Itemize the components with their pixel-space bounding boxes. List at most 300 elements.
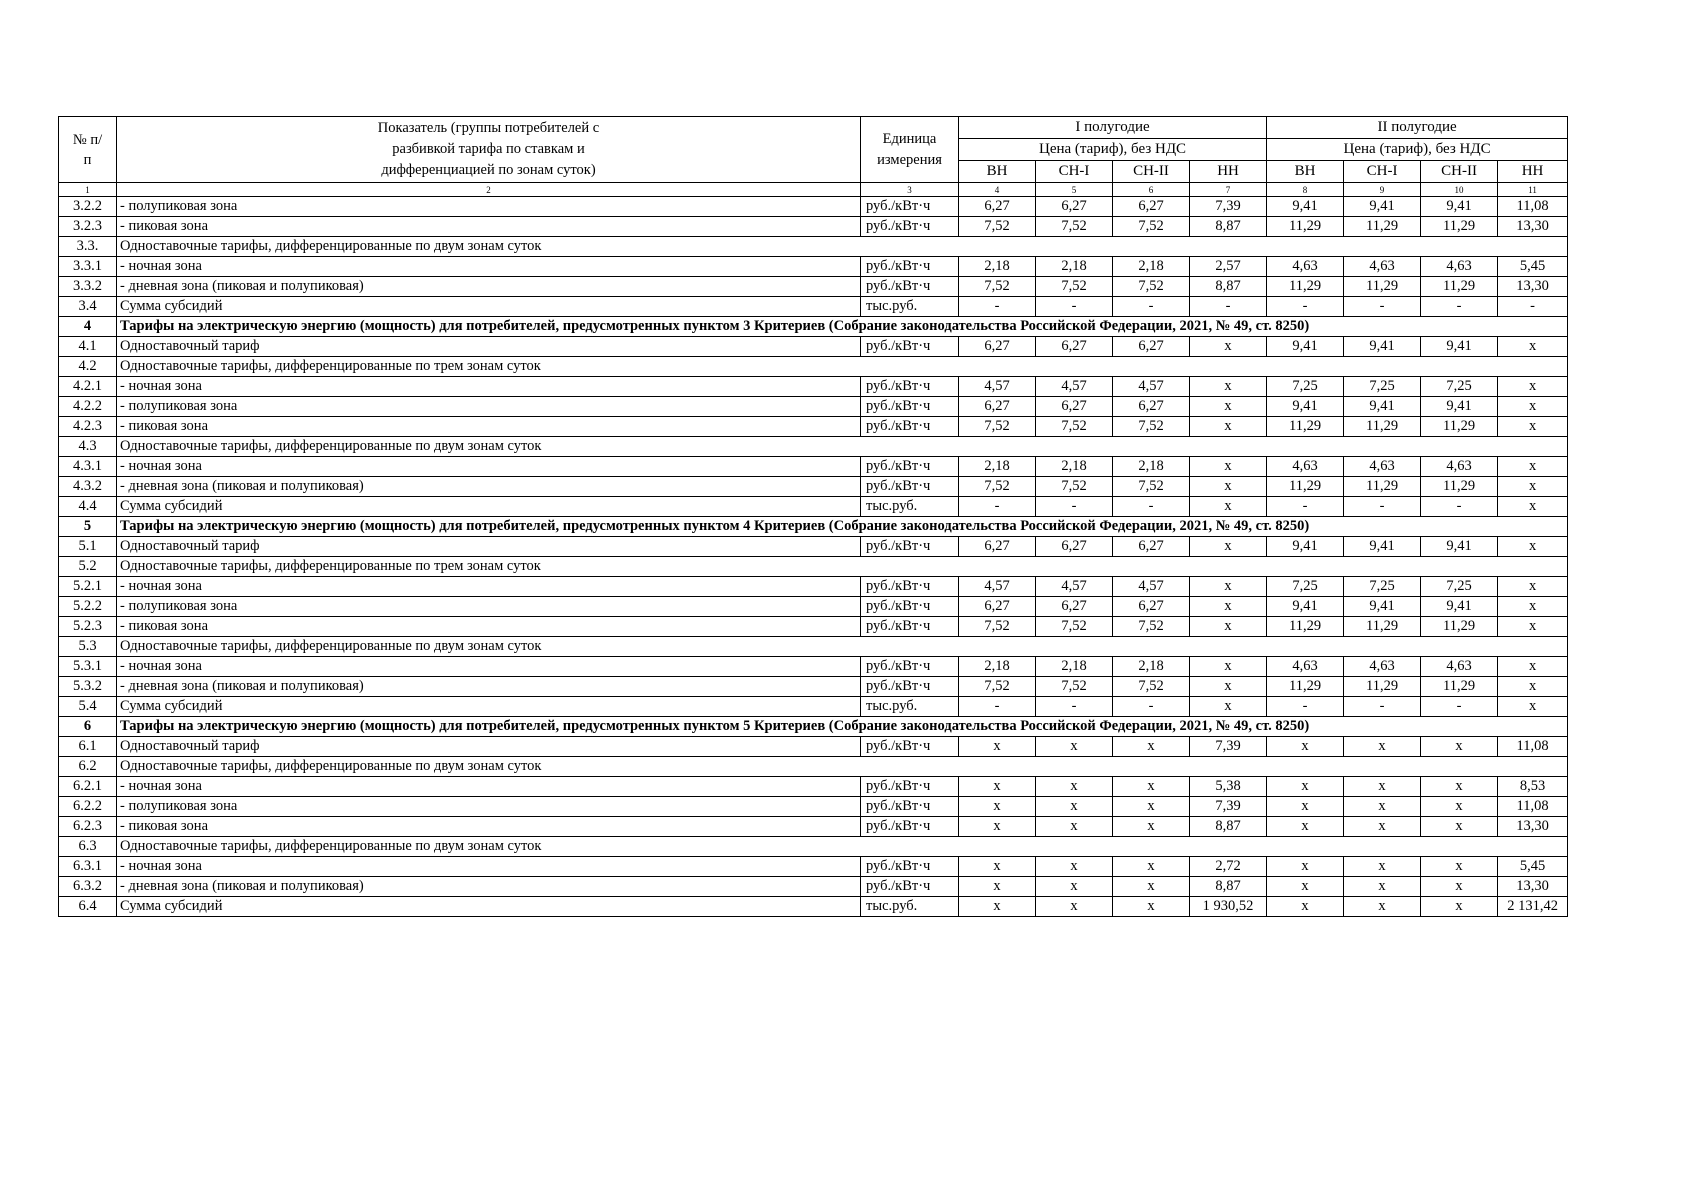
row-label: Сумма субсидий [117,697,861,717]
tariff-value-cell: x [1498,397,1568,417]
tariff-value-cell: x [1113,897,1190,917]
tariff-value-cell: 6,27 [1113,197,1190,217]
table-row [59,277,1568,297]
tariff-value-cell: - [959,497,1036,517]
table-row [59,797,1568,817]
tariff-value-cell: 11,29 [1344,417,1421,437]
row-label: - пиковая зона [117,817,861,837]
tariff-value-cell: 6,27 [1036,397,1113,417]
tariff-value-cell: x [1344,797,1421,817]
header-voltage: НН [1498,161,1568,183]
tariff-value-cell: 2,18 [1036,457,1113,477]
table-row [59,577,1568,597]
tariff-value-cell: x [1267,777,1344,797]
tariff-value-cell: x [1036,857,1113,877]
tariff-value-cell: 7,52 [1036,677,1113,697]
row-number: 6.3 [59,837,117,857]
tariff-value-cell: 4,57 [1113,577,1190,597]
table-row [59,897,1568,917]
row-unit: руб./кВт·ч [861,417,959,437]
tariff-value-cell: x [1498,697,1568,717]
tariff-value-cell: x [1190,697,1267,717]
tariff-value-cell: 11,29 [1267,217,1344,237]
row-number: 3.2.2 [59,197,117,217]
tariff-value-cell: - [1113,497,1190,517]
tariff-value-cell: x [1036,877,1113,897]
row-number: 6.2.2 [59,797,117,817]
tariff-value-cell: 6,27 [1036,197,1113,217]
row-number: 6.2.1 [59,777,117,797]
row-number: 4.2 [59,357,117,377]
tariff-value-cell: 11,29 [1344,477,1421,497]
tariff-value-cell: - [1113,697,1190,717]
tariff-value-cell: 9,41 [1267,537,1344,557]
tariff-value-cell: 7,52 [1113,677,1190,697]
tariff-value-cell: x [1344,737,1421,757]
tariff-value-cell: 11,29 [1421,477,1498,497]
row-number: 4.3.1 [59,457,117,477]
tariff-value-cell: 11,29 [1344,277,1421,297]
row-number: 5.2 [59,557,117,577]
row-label: Одноставочные тарифы, дифференцированные по двум зонам суток [117,757,1568,777]
tariff-value-cell: x [1421,737,1498,757]
row-label: - ночная зона [117,377,861,397]
tariff-value-cell: 8,87 [1190,277,1267,297]
tariff-value-cell: 2,57 [1190,257,1267,277]
tariff-value-cell: x [1190,597,1267,617]
row-label: Тарифы на электрическую энергию (мощность) для потребителей, предусмотренных пунктом 5 Критериев (Собрание законодательства Российской Федерации, 2021, № 49, ст. 8250) [117,717,1568,737]
row-label: - полупиковая зона [117,397,861,417]
tariff-value-cell: 11,29 [1421,677,1498,697]
header-no: № п/п [59,117,117,183]
column-number: 6 [1113,183,1190,197]
tariff-value-cell: x [1190,377,1267,397]
row-label: Одноставочные тарифы, дифференцированные по двум зонам суток [117,837,1568,857]
row-label: - ночная зона [117,577,861,597]
tariff-value-cell: 9,41 [1421,197,1498,217]
tariff-value-cell: - [1113,297,1190,317]
tariff-value-cell: 2,18 [1113,657,1190,677]
tariff-value-cell: - [1344,497,1421,517]
row-number: 6.1 [59,737,117,757]
row-number: 4 [59,317,117,337]
tariff-value-cell: 11,29 [1421,617,1498,637]
row-label: - дневная зона (пиковая и полупиковая) [117,877,861,897]
tariff-value-cell: 7,52 [959,417,1036,437]
tariff-value-cell: 4,63 [1267,257,1344,277]
row-label: Одноставочные тарифы, дифференцированные по трем зонам суток [117,557,1568,577]
tariff-value-cell: x [1190,677,1267,697]
table-header [59,117,1568,197]
tariff-value-cell: 7,39 [1190,797,1267,817]
group-row [59,757,1568,777]
tariff-value-cell: 11,29 [1267,417,1344,437]
row-label: - ночная зона [117,857,861,877]
tariff-value-cell: x [1421,797,1498,817]
row-label: - ночная зона [117,657,861,677]
tariff-value-cell: x [1190,477,1267,497]
tariff-value-cell: x [1190,417,1267,437]
tariff-value-cell: x [959,737,1036,757]
row-label: Одноставочные тарифы, дифференцированные по двум зонам суток [117,237,1568,257]
tariff-value-cell: 2 131,42 [1498,897,1568,917]
tariff-value-cell: 4,57 [1036,377,1113,397]
tariff-value-cell: x [959,897,1036,917]
tariff-value-cell: 8,87 [1190,217,1267,237]
column-number: 10 [1421,183,1498,197]
tariff-value-cell: x [1113,877,1190,897]
tariff-value-cell: 4,63 [1267,657,1344,677]
row-unit: руб./кВт·ч [861,797,959,817]
column-number: 3 [861,183,959,197]
tariff-value-cell: x [1498,417,1568,437]
row-label: Сумма субсидий [117,297,861,317]
tariff-value-cell: x [1267,877,1344,897]
row-label: - полупиковая зона [117,197,861,217]
row-label: - дневная зона (пиковая и полупиковая) [117,277,861,297]
table-row [59,377,1568,397]
tariff-value-cell: x [1190,497,1267,517]
tariff-table-page [58,116,1568,917]
tariff-value-cell: 2,18 [959,657,1036,677]
row-label: Одноставочный тариф [117,337,861,357]
tariff-value-cell: 7,25 [1267,377,1344,397]
row-unit: тыс.руб. [861,897,959,917]
tariff-value-cell: 4,63 [1421,457,1498,477]
section-row [59,317,1568,337]
table-row [59,397,1568,417]
tariff-value-cell: 1 930,52 [1190,897,1267,917]
tariff-value-cell: 2,18 [1036,257,1113,277]
tariff-value-cell: 11,29 [1267,477,1344,497]
tariff-value-cell: x [1113,737,1190,757]
tariff-value-cell: 11,29 [1267,617,1344,637]
tariff-value-cell: x [1113,817,1190,837]
table-row [59,497,1568,517]
table-row [59,857,1568,877]
row-unit: руб./кВт·ч [861,257,959,277]
tariff-value-cell: - [1421,697,1498,717]
tariff-value-cell: x [1498,617,1568,637]
table-row [59,657,1568,677]
row-number: 4.2.1 [59,377,117,397]
tariff-value-cell: 6,27 [1113,337,1190,357]
tariff-value-cell: 9,41 [1421,537,1498,557]
table-row [59,737,1568,757]
row-number: 4.2.2 [59,397,117,417]
tariff-value-cell: 11,08 [1498,797,1568,817]
row-unit: руб./кВт·ч [861,777,959,797]
tariff-value-cell: x [959,777,1036,797]
tariff-value-cell: 7,25 [1267,577,1344,597]
tariff-value-cell: x [1036,777,1113,797]
header-voltage: НН [1190,161,1267,183]
tariff-value-cell: 11,29 [1267,677,1344,697]
column-number: 2 [117,183,861,197]
row-unit: руб./кВт·ч [861,377,959,397]
column-number: 11 [1498,183,1568,197]
tariff-value-cell: - [1267,697,1344,717]
tariff-value-cell: - [959,697,1036,717]
tariff-value-cell: x [1498,537,1568,557]
tariff-value-cell: - [1267,497,1344,517]
header-price-2: Цена (тариф), без НДС [1267,139,1568,161]
tariff-value-cell: - [1498,297,1568,317]
row-label: Одноставочные тарифы, дифференцированные по двум зонам суток [117,637,1568,657]
tariff-value-cell: 7,52 [1113,477,1190,497]
tariff-value-cell: x [1267,817,1344,837]
table-row [59,197,1568,217]
tariff-value-cell: x [1498,597,1568,617]
tariff-value-cell: 9,41 [1344,537,1421,557]
row-number: 5.3.2 [59,677,117,697]
table-row [59,697,1568,717]
tariff-value-cell: x [959,797,1036,817]
group-row [59,837,1568,857]
tariff-value-cell: 8,87 [1190,817,1267,837]
tariff-value-cell: x [1113,777,1190,797]
tariff-value-cell: 2,18 [1113,457,1190,477]
tariff-value-cell: 11,08 [1498,197,1568,217]
tariff-value-cell: 9,41 [1421,597,1498,617]
tariff-value-cell: - [1421,297,1498,317]
header-price-1: Цена (тариф), без НДС [959,139,1267,161]
group-row [59,637,1568,657]
tariff-value-cell: 8,87 [1190,877,1267,897]
tariff-value-cell: 11,29 [1267,277,1344,297]
row-unit: руб./кВт·ч [861,597,959,617]
tariff-value-cell: 4,63 [1421,657,1498,677]
row-number: 4.3 [59,437,117,457]
tariff-value-cell: 9,41 [1267,197,1344,217]
header-voltage: СН-I [1344,161,1421,183]
row-unit: руб./кВт·ч [861,577,959,597]
column-number: 8 [1267,183,1344,197]
tariff-value-cell: x [1267,857,1344,877]
header-voltage: СН-II [1113,161,1190,183]
row-unit: тыс.руб. [861,497,959,517]
tariff-value-cell: 7,25 [1344,577,1421,597]
row-number: 3.4 [59,297,117,317]
tariff-value-cell: x [1113,857,1190,877]
table-row [59,777,1568,797]
row-label: - полупиковая зона [117,797,861,817]
column-number: 9 [1344,183,1421,197]
row-number: 4.4 [59,497,117,517]
row-number: 3.3.2 [59,277,117,297]
tariff-value-cell: x [1344,777,1421,797]
header-half-2: II полугодие [1267,117,1568,139]
tariff-value-cell: 7,39 [1190,737,1267,757]
header-indicator: Показатель (группы потребителей с разбивкой тарифа по ставкам и дифференциацией по зонам суток) [117,117,861,183]
table-row [59,877,1568,897]
row-unit: руб./кВт·ч [861,537,959,557]
tariff-value-cell: 7,52 [959,677,1036,697]
header-half-1: I полугодие [959,117,1267,139]
tariff-value-cell: x [1190,657,1267,677]
tariff-value-cell: x [1498,677,1568,697]
tariff-value-cell: 7,52 [1036,617,1113,637]
row-label: Сумма субсидий [117,497,861,517]
tariff-value-cell: x [1190,397,1267,417]
row-number: 6 [59,717,117,737]
tariff-value-cell: x [1344,897,1421,917]
column-number: 4 [959,183,1036,197]
tariff-value-cell: x [1267,797,1344,817]
group-row [59,237,1568,257]
tariff-value-cell: x [1498,657,1568,677]
tariff-value-cell: 7,52 [1113,217,1190,237]
tariff-table [58,116,1568,917]
row-unit: тыс.руб. [861,297,959,317]
row-number: 5 [59,517,117,537]
header-unit: Единица измерения [861,117,959,183]
tariff-value-cell: x [1498,457,1568,477]
tariff-value-cell: 9,41 [1344,197,1421,217]
tariff-value-cell: x [1421,857,1498,877]
row-unit: руб./кВт·ч [861,877,959,897]
tariff-value-cell: 7,52 [959,217,1036,237]
tariff-value-cell: 2,72 [1190,857,1267,877]
tariff-value-cell: 9,41 [1421,337,1498,357]
tariff-value-cell: 7,52 [1113,617,1190,637]
tariff-value-cell: 6,27 [1036,597,1113,617]
row-unit: руб./кВт·ч [861,217,959,237]
tariff-value-cell: 7,25 [1344,377,1421,397]
tariff-value-cell: 11,29 [1344,677,1421,697]
tariff-value-cell: - [1267,297,1344,317]
row-number: 3.3. [59,237,117,257]
tariff-value-cell: 6,27 [1113,397,1190,417]
table-row [59,337,1568,357]
tariff-value-cell: 4,57 [959,577,1036,597]
tariff-value-cell: x [1267,897,1344,917]
row-number: 3.2.3 [59,217,117,237]
table-row [59,477,1568,497]
tariff-value-cell: 9,41 [1344,597,1421,617]
tariff-value-cell: x [959,877,1036,897]
tariff-value-cell: 6,27 [959,337,1036,357]
tariff-value-cell: 4,63 [1421,257,1498,277]
tariff-value-cell: 7,52 [959,617,1036,637]
row-number: 5.4 [59,697,117,717]
header-voltage: СН-I [1036,161,1113,183]
tariff-value-cell: 5,45 [1498,257,1568,277]
tariff-value-cell: 6,27 [959,397,1036,417]
row-unit: руб./кВт·ч [861,337,959,357]
row-unit: руб./кВт·ч [861,817,959,837]
tariff-value-cell: 4,63 [1344,657,1421,677]
tariff-value-cell: 7,25 [1421,377,1498,397]
row-number: 5.2.2 [59,597,117,617]
row-label: - ночная зона [117,777,861,797]
table-row [59,817,1568,837]
row-label: - пиковая зона [117,417,861,437]
tariff-value-cell: 4,57 [1113,377,1190,397]
tariff-value-cell: 11,29 [1344,617,1421,637]
row-unit: руб./кВт·ч [861,617,959,637]
tariff-value-cell: x [1036,737,1113,757]
tariff-value-cell: - [1036,497,1113,517]
row-label: Одноставочные тарифы, дифференцированные по трем зонам суток [117,357,1568,377]
header-voltage: СН-II [1421,161,1498,183]
tariff-value-cell: 13,30 [1498,817,1568,837]
tariff-value-cell: 7,52 [1036,417,1113,437]
tariff-value-cell: 7,52 [959,277,1036,297]
tariff-value-cell: 6,27 [959,197,1036,217]
group-row [59,437,1568,457]
row-number: 6.4 [59,897,117,917]
row-number: 4.1 [59,337,117,357]
tariff-value-cell: x [959,857,1036,877]
group-row [59,557,1568,577]
tariff-value-cell: x [1036,797,1113,817]
tariff-value-cell: x [1190,577,1267,597]
row-label: Сумма субсидий [117,897,861,917]
row-label: - дневная зона (пиковая и полупиковая) [117,677,861,697]
tariff-value-cell: x [1036,897,1113,917]
column-number: 5 [1036,183,1113,197]
table-row [59,677,1568,697]
tariff-value-cell: x [1498,577,1568,597]
tariff-value-cell: x [1113,797,1190,817]
tariff-value-cell: 4,63 [1344,457,1421,477]
tariff-value-cell: 2,18 [959,457,1036,477]
tariff-value-cell: 11,29 [1421,417,1498,437]
tariff-value-cell: x [1190,457,1267,477]
tariff-value-cell: 9,41 [1267,397,1344,417]
tariff-value-cell: 6,27 [959,597,1036,617]
tariff-value-cell: 7,52 [1113,417,1190,437]
tariff-value-cell: 9,41 [1267,337,1344,357]
tariff-value-cell: - [1421,497,1498,517]
table-row [59,217,1568,237]
column-numbers-row [59,183,1568,197]
tariff-value-cell: 4,57 [959,377,1036,397]
tariff-value-cell: 4,63 [1267,457,1344,477]
tariff-value-cell: 11,29 [1421,217,1498,237]
tariff-value-cell: 13,30 [1498,877,1568,897]
tariff-value-cell: 7,25 [1421,577,1498,597]
tariff-value-cell: x [1498,377,1568,397]
row-number: 5.3 [59,637,117,657]
row-label: - полупиковая зона [117,597,861,617]
tariff-value-cell: x [1498,337,1568,357]
tariff-value-cell: 9,41 [1421,397,1498,417]
tariff-value-cell: x [1421,777,1498,797]
row-number: 4.2.3 [59,417,117,437]
tariff-value-cell: - [1344,697,1421,717]
tariff-value-cell: - [1190,297,1267,317]
row-unit: руб./кВт·ч [861,857,959,877]
tariff-value-cell: x [1421,897,1498,917]
tariff-value-cell: 2,18 [959,257,1036,277]
table-row [59,597,1568,617]
table-row [59,457,1568,477]
row-label: Одноставочный тариф [117,737,861,757]
tariff-value-cell: 6,27 [1113,597,1190,617]
row-label: Одноставочный тариф [117,537,861,557]
tariff-value-cell: 11,08 [1498,737,1568,757]
row-label: - пиковая зона [117,617,861,637]
tariff-value-cell: 5,45 [1498,857,1568,877]
tariff-value-cell: 7,52 [1036,277,1113,297]
row-number: 6.3.1 [59,857,117,877]
row-unit: руб./кВт·ч [861,197,959,217]
row-number: 5.3.1 [59,657,117,677]
tariff-value-cell: 4,57 [1036,577,1113,597]
row-label: Тарифы на электрическую энергию (мощность) для потребителей, предусмотренных пунктом 3 Критериев (Собрание законодательства Российской Федерации, 2021, № 49, ст. 8250) [117,317,1568,337]
